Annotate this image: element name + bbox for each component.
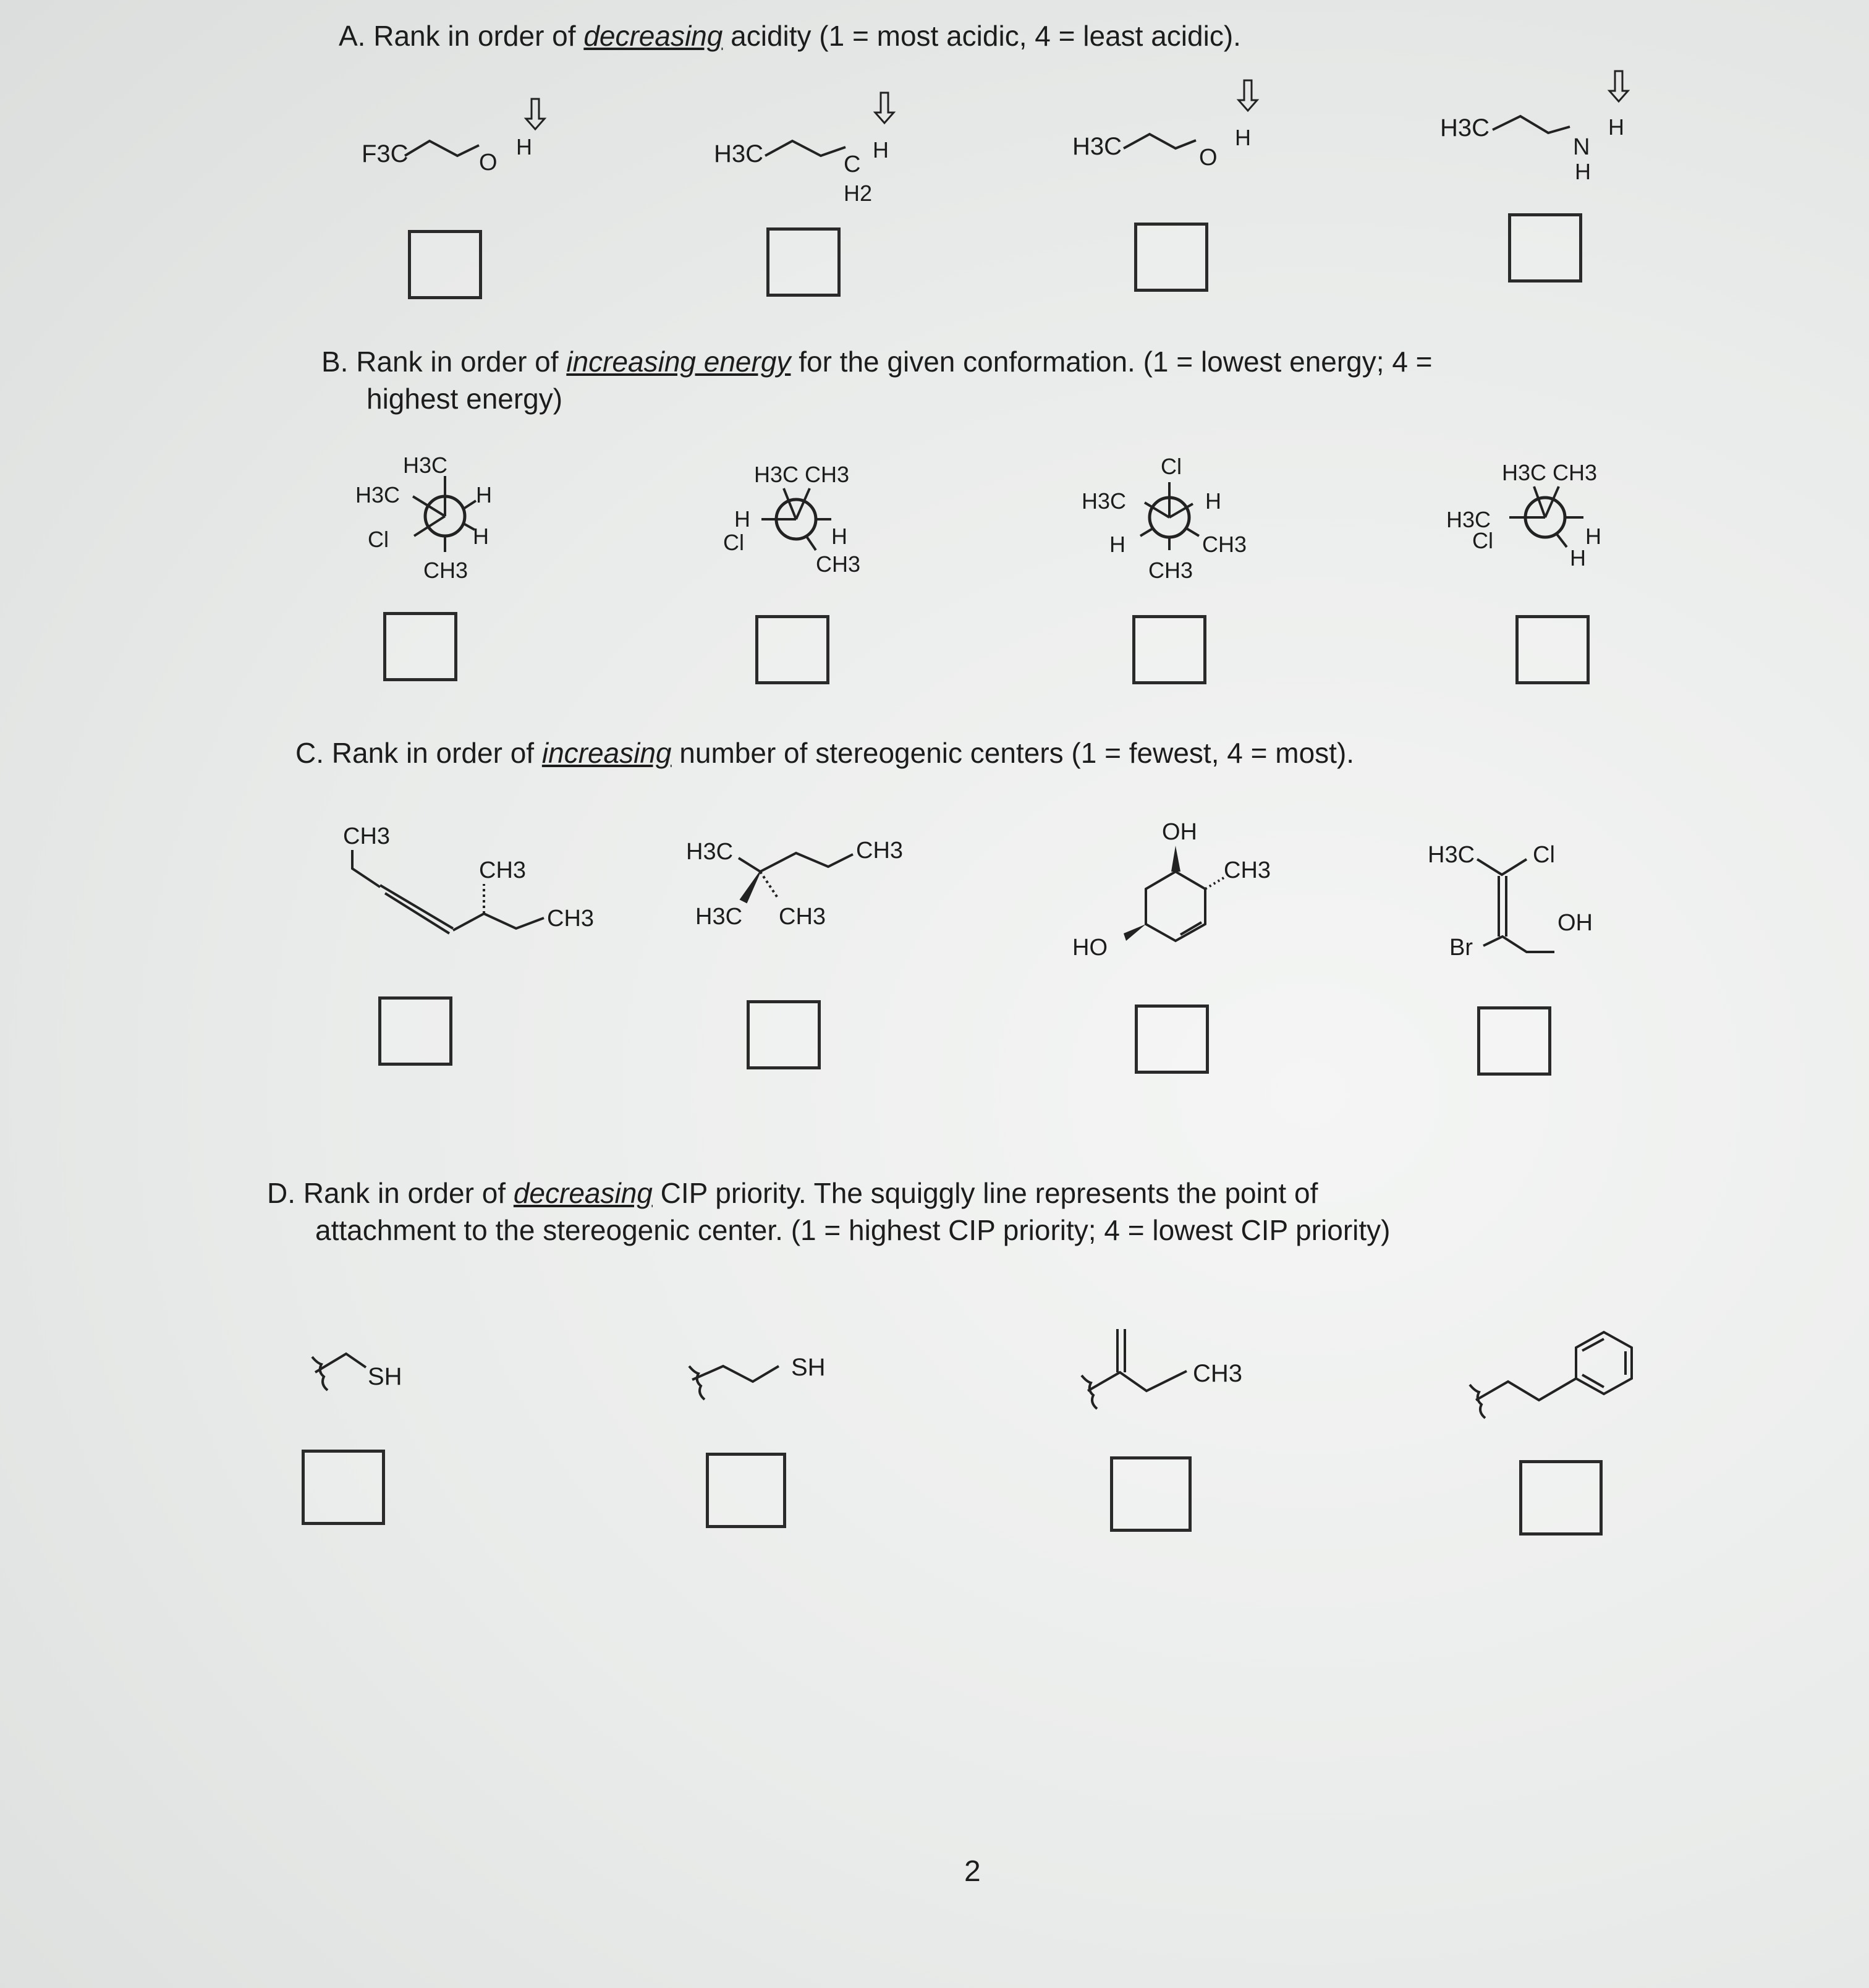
- answer-box[interactable]: [1132, 615, 1206, 684]
- label: H: [473, 524, 489, 549]
- molecule-a1: [352, 93, 556, 198]
- label: CH3: [423, 558, 468, 583]
- answer-box[interactable]: [1477, 1006, 1551, 1076]
- label: CH3: [343, 823, 391, 849]
- label: CH3: [1193, 1360, 1243, 1387]
- label: H: [1585, 524, 1601, 549]
- question-text: Rank in order of: [331, 737, 542, 769]
- label: Cl: [1472, 528, 1493, 553]
- label: CH3: [479, 857, 527, 883]
- question-text: highest energy): [367, 383, 563, 415]
- molecule-a4: [1434, 68, 1638, 192]
- label: SH: [791, 1354, 826, 1381]
- molecule-a3: [1069, 77, 1273, 182]
- question-emphasis: decreasing: [513, 1177, 653, 1209]
- label: H: [1109, 532, 1125, 557]
- label: H: [1235, 125, 1251, 150]
- label: F3C: [362, 140, 409, 168]
- label: CH3: [1202, 532, 1247, 557]
- label: Cl: [1161, 454, 1182, 479]
- label: H3C: [1082, 488, 1127, 514]
- label: CH3: [1224, 857, 1271, 883]
- answer-box[interactable]: [747, 1000, 821, 1069]
- answer-box[interactable]: [383, 612, 457, 681]
- label: H3C: [714, 140, 764, 168]
- answer-box[interactable]: [1110, 1456, 1192, 1532]
- question-text: CIP priority. The squiggly line represents the point of: [652, 1177, 1318, 1209]
- label: CH3: [1148, 558, 1193, 583]
- molecule-c2: [680, 822, 939, 958]
- label: SH: [368, 1363, 402, 1390]
- label: N: [1573, 134, 1590, 160]
- label: H3C: [695, 904, 743, 930]
- label: H: [476, 482, 492, 508]
- answer-box[interactable]: [302, 1450, 385, 1525]
- label: CH3: [547, 906, 595, 932]
- question-letter: A.: [339, 20, 366, 52]
- question-b: [321, 343, 1743, 417]
- label: H: [831, 524, 847, 549]
- label: HO: [1072, 935, 1108, 961]
- question-d: [267, 1175, 1800, 1249]
- arrow-down-icon: [1239, 80, 1257, 111]
- label: H3C: [355, 482, 400, 508]
- newman-b2: [705, 451, 909, 600]
- label: CH3: [816, 551, 861, 577]
- label: H3C: [1428, 842, 1475, 868]
- answer-box[interactable]: [1519, 1460, 1603, 1536]
- question-emphasis: increasing: [541, 737, 672, 769]
- label: CH3: [856, 838, 904, 864]
- question-letter: C.: [295, 737, 324, 769]
- label: OH: [1558, 910, 1593, 936]
- question-text: number of stereogenic centers (1 = fewest, 4 = most).: [671, 737, 1355, 769]
- arrow-down-icon: [1609, 71, 1628, 101]
- label: CH3: [779, 904, 826, 930]
- question-letter: D.: [267, 1177, 295, 1209]
- benzene-ring: [1576, 1332, 1632, 1394]
- label: H: [873, 137, 889, 163]
- label: H2: [844, 181, 873, 206]
- molecule-c3: [1069, 810, 1329, 989]
- newman-b4: [1440, 448, 1644, 597]
- label: H3C: [403, 452, 448, 478]
- label: H3C: [686, 839, 734, 865]
- question-letter: B.: [321, 346, 349, 378]
- label: OH: [1162, 819, 1197, 845]
- label: H: [734, 506, 750, 532]
- newman-b1: [346, 448, 544, 597]
- question-text: attachment to the stereogenic center. (1 = highest CIP priority; 4 = lowest CIP priority): [315, 1214, 1391, 1246]
- question-emphasis: decreasing: [583, 20, 723, 52]
- label: O: [479, 150, 498, 176]
- substituent-d2: [680, 1341, 884, 1428]
- label: H3C CH3: [754, 462, 850, 487]
- label: H: [1575, 159, 1591, 184]
- substituent-d4: [1459, 1298, 1669, 1434]
- answer-box[interactable]: [706, 1453, 786, 1528]
- label: Br: [1449, 935, 1473, 961]
- label: H: [1205, 488, 1221, 514]
- label: Cl: [368, 527, 389, 552]
- arrow-down-icon: [875, 93, 894, 123]
- answer-box[interactable]: [1508, 213, 1582, 282]
- answer-box[interactable]: [1135, 1005, 1209, 1074]
- question-a: [339, 17, 1241, 54]
- label: H: [516, 134, 532, 159]
- question-text: Rank in order of: [356, 346, 567, 378]
- label: Cl: [723, 530, 744, 555]
- answer-box[interactable]: [378, 996, 452, 1066]
- page-number: 2: [964, 1855, 981, 1888]
- label: H: [1570, 545, 1586, 571]
- question-c: [295, 734, 1354, 771]
- label: H3C: [1440, 114, 1490, 142]
- arrow-down-icon: [526, 99, 545, 129]
- label: O: [1199, 145, 1218, 171]
- question-text: Rank in order of: [373, 20, 584, 52]
- answer-box[interactable]: [766, 227, 841, 297]
- label: H: [1608, 114, 1624, 140]
- answer-box[interactable]: [1515, 615, 1590, 684]
- molecule-a2: [711, 93, 921, 216]
- answer-box[interactable]: [1134, 223, 1208, 292]
- molecule-c1: [337, 816, 621, 958]
- label: H3C: [1446, 507, 1491, 532]
- question-emphasis: increasing energy: [566, 346, 791, 378]
- label: H3C: [1072, 133, 1122, 160]
- question-text: for the given conformation. (1 = lowest energy; 4 =: [790, 346, 1433, 378]
- label: C: [844, 151, 861, 177]
- molecule-c4: [1422, 831, 1656, 974]
- question-text: Rank in order of: [303, 1177, 514, 1209]
- answer-box[interactable]: [408, 230, 482, 299]
- label: H3C CH3: [1502, 460, 1598, 485]
- answer-box[interactable]: [755, 615, 829, 684]
- question-text: acidity (1 = most acidic, 4 = least acidic).: [723, 20, 1241, 52]
- substituent-d3: [1075, 1317, 1279, 1428]
- label: Cl: [1533, 842, 1555, 868]
- newman-b3: [1075, 448, 1279, 597]
- substituent-d1: [297, 1335, 482, 1422]
